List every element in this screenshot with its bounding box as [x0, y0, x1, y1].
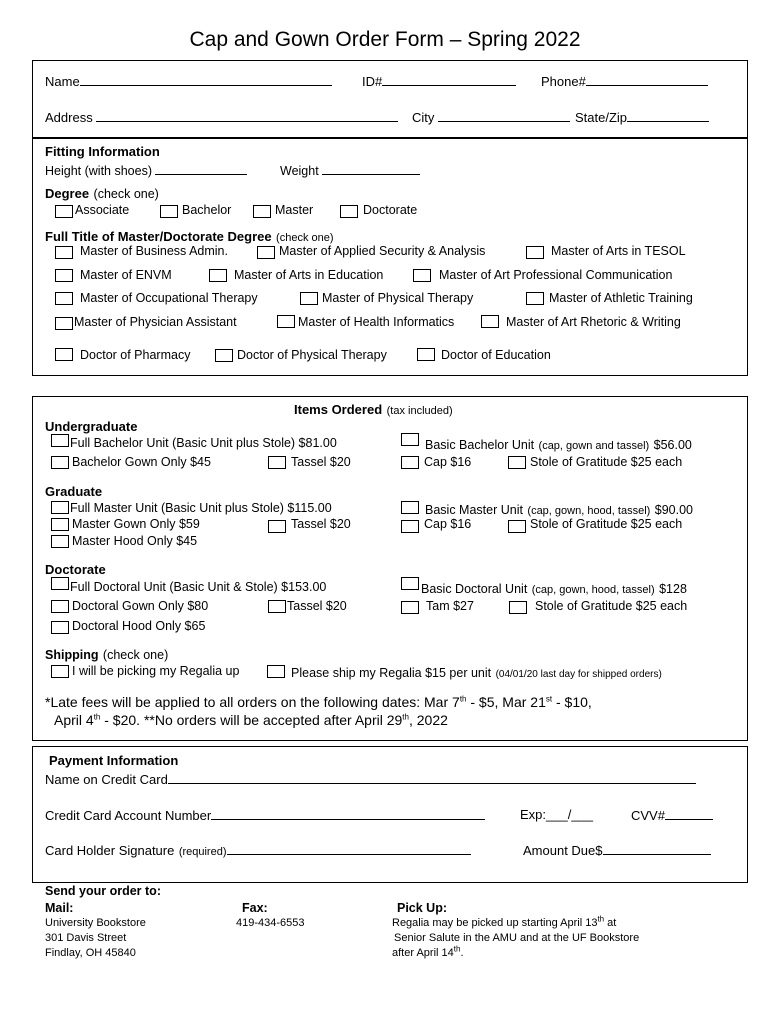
doctorate-gown-checkbox[interactable] [51, 600, 69, 613]
shipping-heading-label: Shipping [45, 648, 99, 662]
late-fees-line2 [54, 712, 448, 728]
program-edd-label: Doctor of Education [441, 348, 551, 362]
grad-stole-checkbox[interactable] [508, 520, 526, 533]
degree-master-label: Master [275, 203, 314, 217]
degree-heading [45, 185, 159, 203]
grad-stole-label: Stole of Gratitude $25 each [530, 517, 683, 531]
contact-section [32, 60, 748, 138]
late-fees-sup: th [402, 712, 409, 722]
name-on-card-field[interactable] [45, 771, 696, 787]
grad-gown-label: Master Gown Only $59 [72, 517, 200, 531]
degree-bachelor-label: Bachelor [182, 203, 232, 217]
doctorate-tassel-label: Tassel $20 [287, 599, 347, 613]
undergrad-basic-unit [425, 436, 692, 454]
pickup-line-1 [392, 914, 617, 929]
degree-hint: (check one) [93, 187, 159, 201]
late-fees-text: April 4 [54, 712, 94, 728]
program-marw-label: Master of Art Rhetoric & Writing [506, 315, 681, 329]
program-mba-label: Master of Business Admin. [80, 244, 228, 258]
phone-field[interactable] [541, 73, 708, 89]
city-field[interactable] [412, 109, 570, 125]
program-dpt-checkbox[interactable] [215, 349, 233, 362]
undergrad-cap-checkbox[interactable] [401, 456, 419, 469]
late-fees-sup: th [459, 694, 467, 704]
mail-line-3: Findlay, OH 45840 [45, 947, 136, 959]
name-label: Name [45, 74, 80, 89]
pickup-line-3 [392, 944, 464, 959]
signature-field[interactable] [45, 842, 471, 860]
payment-heading: Payment Information [49, 753, 179, 768]
fax-label: Fax: [242, 901, 268, 915]
pickup-text: after April 14 [392, 947, 454, 959]
pickup-text: . [460, 947, 464, 959]
shipping-heading [45, 646, 168, 664]
shipping-ship [291, 664, 662, 682]
program-mat-label: Master of Athletic Training [549, 291, 693, 305]
late-fees-sup: th [93, 712, 101, 722]
pickup-label: Pick Up: [397, 901, 448, 915]
doctorate-basic-unit-note: (cap, gown, hood, tassel) [531, 584, 655, 596]
degree-associate-checkbox[interactable] [55, 205, 73, 218]
program-tesol-label: Master of Arts in TESOL [551, 244, 686, 258]
shipping-pickup-checkbox[interactable] [51, 665, 69, 678]
send-heading: Send your order to: [45, 884, 161, 898]
undergrad-basic-unit-label: Basic Bachelor Unit [425, 438, 535, 452]
program-mhi-label: Master of Health Informatics [298, 315, 455, 329]
grad-hood-checkbox[interactable] [51, 535, 69, 548]
height-label: Height (with shoes) [45, 164, 152, 178]
program-mba-checkbox[interactable] [55, 246, 73, 259]
phone-label: Phone# [541, 74, 586, 89]
fax-number: 419-434-6553 [236, 917, 305, 929]
grad-tassel-checkbox[interactable] [268, 520, 286, 533]
doctorate-tassel-checkbox[interactable] [268, 600, 286, 613]
program-envm-label: Master of ENVM [80, 268, 172, 282]
doctorate-tam-label: Tam $27 [426, 599, 474, 613]
state-zip-field[interactable] [575, 109, 709, 125]
undergrad-gown-checkbox[interactable] [51, 456, 69, 469]
shipping-hint: (check one) [102, 648, 169, 662]
undergrad-full-unit-label: Full Bachelor Unit (Basic Unit plus Stole) $81.00 [70, 436, 337, 450]
grad-basic-unit-label: Basic Master Unit [425, 503, 523, 517]
undergrad-cap-label: Cap $16 [424, 455, 472, 469]
doctorate-full-unit-checkbox[interactable] [51, 577, 69, 590]
undergrad-stole-checkbox[interactable] [508, 456, 526, 469]
name-field[interactable] [45, 73, 332, 89]
undergrad-full-unit-checkbox[interactable] [51, 434, 69, 447]
degree-bachelor-checkbox[interactable] [160, 205, 178, 218]
program-mapc-checkbox[interactable] [413, 269, 431, 282]
full-title-label: Full Title of Master/Doctorate Degree [45, 229, 272, 244]
doctorate-stole-label: Stole of Gratitude $25 each [535, 599, 688, 613]
pickup-sup: th [453, 944, 461, 954]
doctorate-stole-checkbox[interactable] [509, 601, 527, 614]
program-mae-checkbox[interactable] [209, 269, 227, 282]
program-mae-label: Master of Arts in Education [234, 268, 384, 282]
cvv-label: CVV# [631, 808, 665, 823]
address-field[interactable] [45, 109, 398, 125]
state-zip-label: State/Zip [575, 110, 628, 125]
program-mpa-label: Master of Physician Assistant [74, 315, 237, 329]
program-mpt-checkbox[interactable] [300, 292, 318, 305]
program-envm-checkbox[interactable] [55, 269, 73, 282]
degree-associate-label: Associate [75, 203, 130, 217]
signature-note: (required) [178, 846, 227, 858]
page-title: Cap and Gown Order Form – Spring 2022 [189, 28, 581, 51]
mail-line-2: 301 Davis Street [45, 932, 127, 944]
undergrad-basic-unit-checkbox[interactable] [401, 433, 419, 446]
shipping-ship-label: Please ship my Regalia $15 per unit [291, 666, 492, 680]
program-dpt-label: Doctor of Physical Therapy [237, 348, 387, 362]
program-mapc-label: Master of Art Professional Communication [439, 268, 673, 282]
items-heading [294, 401, 453, 419]
shipping-ship-checkbox[interactable] [267, 665, 285, 678]
program-tesol-checkbox[interactable] [526, 246, 544, 259]
amount-due-label: Amount Due$ [523, 843, 603, 858]
grad-heading: Graduate [45, 484, 103, 499]
undergrad-basic-unit-price: $56.00 [653, 438, 692, 452]
grad-tassel-label: Tassel $20 [291, 517, 351, 531]
doctorate-hood-checkbox[interactable] [51, 621, 69, 634]
doctorate-basic-unit-price: $128 [659, 582, 687, 596]
mail-line-1: University Bookstore [45, 917, 146, 929]
degree-doctorate-label: Doctorate [363, 203, 418, 217]
program-masa-checkbox[interactable] [257, 246, 275, 259]
late-fees-text: *Late fees will be applied to all orders on the following dates: Mar 7 [45, 694, 460, 710]
doctorate-hood-label: Doctoral Hood Only $65 [72, 619, 206, 633]
undergrad-heading: Undergraduate [45, 419, 138, 434]
program-pharmd-label: Doctor of Pharmacy [80, 348, 191, 362]
grad-basic-unit-price: $90.00 [654, 503, 693, 517]
doctorate-full-unit-label: Full Doctoral Unit (Basic Unit & Stole) $153.00 [70, 580, 327, 594]
pickup-text: Regalia may be picked up starting April 13 [392, 917, 598, 929]
late-fees-text: - $5, Mar 21 [466, 694, 546, 710]
signature-label: Card Holder Signature [45, 843, 175, 858]
late-fees-text: - $20. **No orders will be accepted after April 29 [100, 712, 403, 728]
pickup-text: at [604, 917, 617, 929]
pickup-line-2: Senior Salute in the AMU and at the UF Bookstore [394, 932, 640, 944]
program-pharmd-checkbox[interactable] [55, 348, 73, 361]
late-fees-sup: st [545, 694, 553, 704]
address-label: Address [45, 110, 93, 125]
program-mpa-checkbox[interactable] [55, 317, 73, 330]
grad-full-unit-label: Full Master Unit (Basic Unit plus Stole) $115.00 [70, 501, 332, 515]
shipping-pickup-label: I will be picking my Regalia up [72, 664, 240, 678]
late-fees-line1 [45, 694, 592, 710]
program-mhi-checkbox[interactable] [277, 315, 295, 328]
cvv-field[interactable] [631, 807, 713, 823]
height-field[interactable] [45, 162, 247, 178]
pickup-sup: th [597, 914, 605, 924]
grad-full-unit-checkbox[interactable] [51, 501, 69, 514]
city-label: City [412, 110, 435, 125]
program-masa-label: Master of Applied Security & Analysis [279, 244, 486, 258]
degree-doctorate-checkbox[interactable] [340, 205, 358, 218]
doctorate-basic-unit-checkbox[interactable] [401, 577, 419, 590]
account-number-field[interactable] [45, 807, 485, 823]
late-fees-text: , 2022 [408, 712, 448, 728]
exp-field[interactable]: Exp:___/___ [520, 807, 594, 822]
account-number-label: Credit Card Account Number [45, 808, 212, 823]
id-field[interactable] [362, 73, 516, 89]
full-title-hint: (check one) [276, 232, 334, 244]
items-heading-note: (tax included) [386, 405, 453, 417]
program-mot-label: Master of Occupational Therapy [80, 291, 258, 305]
doctorate-heading: Doctorate [45, 562, 106, 577]
doctorate-basic-unit-label: Basic Doctoral Unit [421, 582, 528, 596]
grad-gown-checkbox[interactable] [51, 518, 69, 531]
late-fees-text: - $10, [552, 694, 592, 710]
degree-master-checkbox[interactable] [253, 205, 271, 218]
mail-label: Mail: [45, 901, 74, 915]
grad-basic-unit-note: (cap, gown, hood, tassel) [527, 505, 651, 517]
program-mot-checkbox[interactable] [55, 292, 73, 305]
program-mpt-label: Master of Physical Therapy [322, 291, 474, 305]
weight-field[interactable] [280, 162, 420, 178]
grad-hood-label: Master Hood Only $45 [72, 534, 198, 548]
id-label: ID# [362, 74, 383, 89]
items-heading-label: Items Ordered [294, 402, 383, 417]
program-edd-checkbox[interactable] [417, 348, 435, 361]
doctorate-gown-label: Doctoral Gown Only $80 [72, 599, 209, 613]
shipping-ship-note: (04/01/20 last day for shipped orders) [495, 669, 662, 680]
program-marw-checkbox[interactable] [481, 315, 499, 328]
program-mat-checkbox[interactable] [526, 292, 544, 305]
weight-label: Weight [280, 164, 319, 178]
name-on-card-label: Name on Credit Card [45, 772, 168, 787]
fitting-heading: Fitting Information [45, 144, 160, 159]
grad-cap-checkbox[interactable] [401, 520, 419, 533]
doctorate-tam-checkbox[interactable] [401, 601, 419, 614]
undergrad-basic-unit-note: (cap, gown and tassel) [538, 440, 650, 452]
amount-due-field[interactable] [523, 842, 711, 858]
grad-cap-label: Cap $16 [424, 517, 472, 531]
degree-label: Degree [45, 186, 90, 201]
doctorate-basic-unit [421, 580, 687, 598]
undergrad-tassel-label: Tassel $20 [291, 455, 351, 469]
undergrad-tassel-checkbox[interactable] [268, 456, 286, 469]
grad-basic-unit-checkbox[interactable] [401, 501, 419, 514]
undergrad-gown-label: Bachelor Gown Only $45 [72, 455, 211, 469]
undergrad-stole-label: Stole of Gratitude $25 each [530, 455, 683, 469]
